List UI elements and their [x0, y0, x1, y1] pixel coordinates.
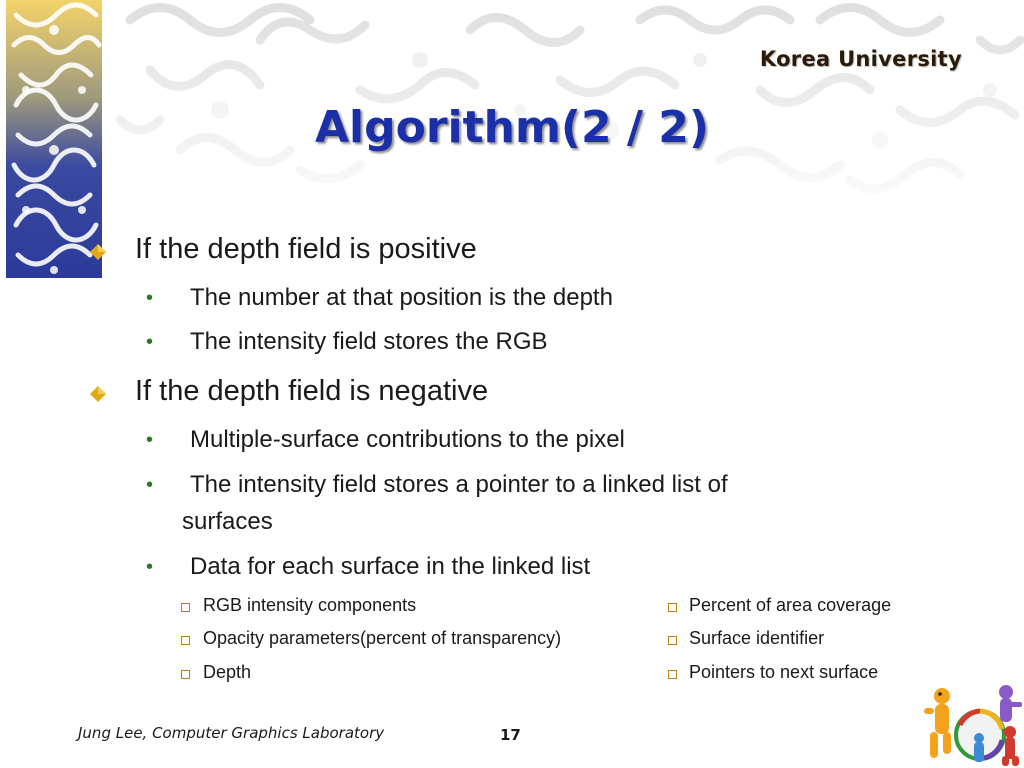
surface-data-item: RGB intensity components [203, 595, 417, 615]
square-box-bullet-icon [668, 636, 677, 645]
bullet-item: Data for each surface in the linked list [190, 553, 591, 580]
bullet-item-continuation: surfaces [182, 508, 273, 535]
bullet-item: The intensity field stores the RGB [190, 328, 548, 355]
diamond-bullet-icon [90, 244, 106, 260]
surface-data-item: Surface identifier [689, 628, 825, 648]
bullet-heading-negative: If the depth field is negative [135, 375, 489, 407]
bullet-heading-positive: If the depth field is positive [135, 233, 477, 265]
page-number: 17 [500, 726, 521, 744]
bullet-item: Multiple-surface contributions to the pixel [190, 426, 625, 453]
surface-data-item: Percent of area coverage [689, 595, 892, 615]
bullet-item: The intensity field stores a pointer to a linked list of [190, 471, 728, 498]
surface-data-item: Opacity parameters(percent of transparency) [203, 628, 562, 648]
diamond-bullet-icon [90, 386, 106, 402]
dot-bullet-icon: • [146, 556, 154, 578]
dot-bullet-icon: • [146, 429, 154, 451]
dot-bullet-icon: • [146, 331, 154, 353]
dot-bullet-icon: • [146, 287, 154, 309]
dot-bullet-icon: • [146, 474, 154, 496]
surface-data-item: Depth [203, 662, 252, 682]
mascot-figures-icon [920, 680, 1024, 768]
organization-name: Korea University [759, 47, 962, 71]
square-box-bullet-icon [668, 670, 677, 679]
surface-data-item: Pointers to next surface [689, 662, 879, 682]
footer-author: Jung Lee, Computer Graphics Laboratory [78, 724, 385, 742]
square-box-bullet-icon [668, 603, 677, 612]
square-box-bullet-icon [181, 603, 190, 612]
square-box-bullet-icon [181, 670, 190, 679]
slide-title: Algorithm(2 / 2) [314, 102, 709, 153]
bullet-item: The number at that position is the depth [190, 284, 613, 311]
square-box-bullet-icon [181, 636, 190, 645]
